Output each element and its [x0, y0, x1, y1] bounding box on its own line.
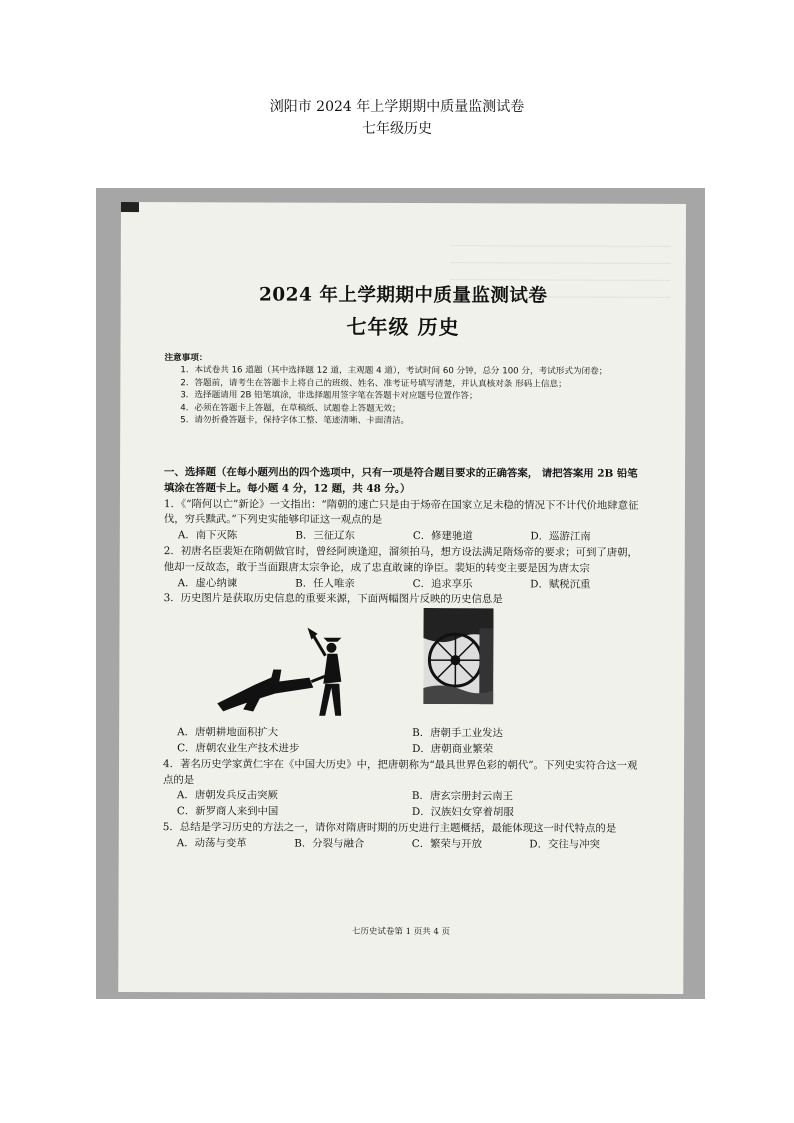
option-d: D．巡游江南: [530, 530, 591, 543]
section-heading: 一、选择题（在每小题列出的四个选项中，只有一项是符合题目要求的正确答案， 请把答案用 2B 铅笔填涂在答题卡上。每小题 4 分，12 题，共 48 分。）: [163, 466, 638, 495]
option-b: B．分裂与融合: [294, 837, 365, 850]
question-4: [163, 757, 647, 822]
option-a: A．唐朝发兵反击突厥: [176, 789, 278, 802]
paper-subtitle: 七年级 历史: [346, 314, 460, 340]
option-a: A．动荡与变革: [176, 836, 247, 850]
option-d: D．汉族妇女穿着胡服: [411, 806, 514, 819]
header-title: 浏阳市 2024 年上学期期中质量监测试卷: [269, 99, 525, 115]
question-options: [163, 836, 647, 853]
paper-edge-mark: [121, 202, 139, 212]
note-item: 5．请勿折叠答题卡，保持字体工整、笔迹清晰、卡面清洁。: [180, 415, 410, 427]
note-item: 4．必须在答题卡上答题，在草稿纸、试题卷上答题无效；: [180, 402, 401, 414]
note-item: 1．本试卷共 16 道题（其中选择题 12 道，主观题 4 道），考试时间 60 分钟，总分 100 分，考试形式为闭卷；: [180, 365, 608, 378]
option-c: C．新罗商人来到中国: [176, 805, 279, 818]
question-options: [163, 725, 647, 758]
option-b: B．三征辽东: [295, 529, 355, 543]
question-3: [163, 592, 648, 759]
option-a: A．唐朝耕地面积扩大: [177, 726, 279, 739]
option-d: D．唐朝商业繁荣: [412, 742, 494, 756]
option-a: A．南下灭陈: [177, 529, 238, 542]
option-b: B．唐玄宗册封云南王: [411, 790, 514, 803]
exam-paper: [118, 202, 686, 994]
question-stem: 1．《“隋何以亡”新论》一文指出：“隋朝的速亡只是由于炀帝在国家立足未稳的情况下不计代价地肆意征伐，穷兵黩武。”下列史实能够印证这一观点的是: [163, 497, 639, 527]
option-b: B．唐朝手工业发达: [412, 727, 503, 740]
page-footer: 七历史试卷第 1 页共 4 页: [351, 926, 451, 938]
question-stem: 2．初唐名臣裴矩在隋朝做官时，曾经阿谀逢迎，溜须拍马，想方设法满足隋炀帝的要求；可到了唐朝，他却一反故态，敢于当面跟唐太宗争论，成了忠直敢谏的诤臣。裴矩的转变主要是因为唐太宗: [163, 545, 638, 575]
exam-notes: [164, 352, 644, 428]
exam-photo: [96, 188, 705, 999]
option-c: C．修建驰道: [412, 530, 473, 543]
note-item: 2．答题前，请考生在答题卡上将自己的班级、姓名、准考证号填写清楚，并认真核对条 形码上信息；: [180, 378, 567, 390]
questions: [163, 465, 648, 853]
plough-figure: [213, 625, 363, 722]
option-b: B．任人唯亲: [295, 577, 355, 590]
waterwheel-figure: [423, 608, 493, 704]
option-c: C．繁荣与开放: [411, 837, 483, 851]
option-a: A．虚心纳谏: [177, 576, 238, 589]
note-item: 3．选择题请用 2B 铅笔填涂，非选择题用签字笔在答题卡对应题号位置作答；: [180, 390, 478, 402]
question-stem: 4．著名历史学家黄仁宇在《中国大历史》中，把唐朝称为“最具世界色彩的朝代”。下列史实符合这一观点的是: [162, 757, 638, 786]
question-5: [163, 820, 647, 853]
question-stem: 3．历史图片是获取历史信息的重要来源，下面两幅图片反映的历史信息是: [163, 592, 503, 606]
question-options: [164, 576, 648, 593]
option-c: C．追求享乐: [412, 577, 473, 590]
question-options: [164, 528, 648, 545]
paper-title: 2024 年上学期期中质量监测试卷: [258, 284, 548, 307]
question-options: [163, 789, 647, 822]
option-c: C．唐朝农业生产技术进步: [177, 742, 300, 755]
question-2: [164, 544, 648, 593]
document-header: [0, 96, 794, 140]
option-d: D．赋税沉重: [530, 578, 591, 591]
question-figures: [163, 607, 647, 727]
question-stem: 5．总结是学习历史的方法之一，请你对隋唐时期的历史进行主题概括，最能体现这一时代特点的是: [162, 821, 617, 835]
option-d: D．交往与冲突: [529, 838, 600, 851]
header-subtitle: 七年级历史: [362, 121, 432, 137]
question-1: [164, 497, 648, 546]
notes-heading: 注意事项：: [164, 353, 208, 364]
